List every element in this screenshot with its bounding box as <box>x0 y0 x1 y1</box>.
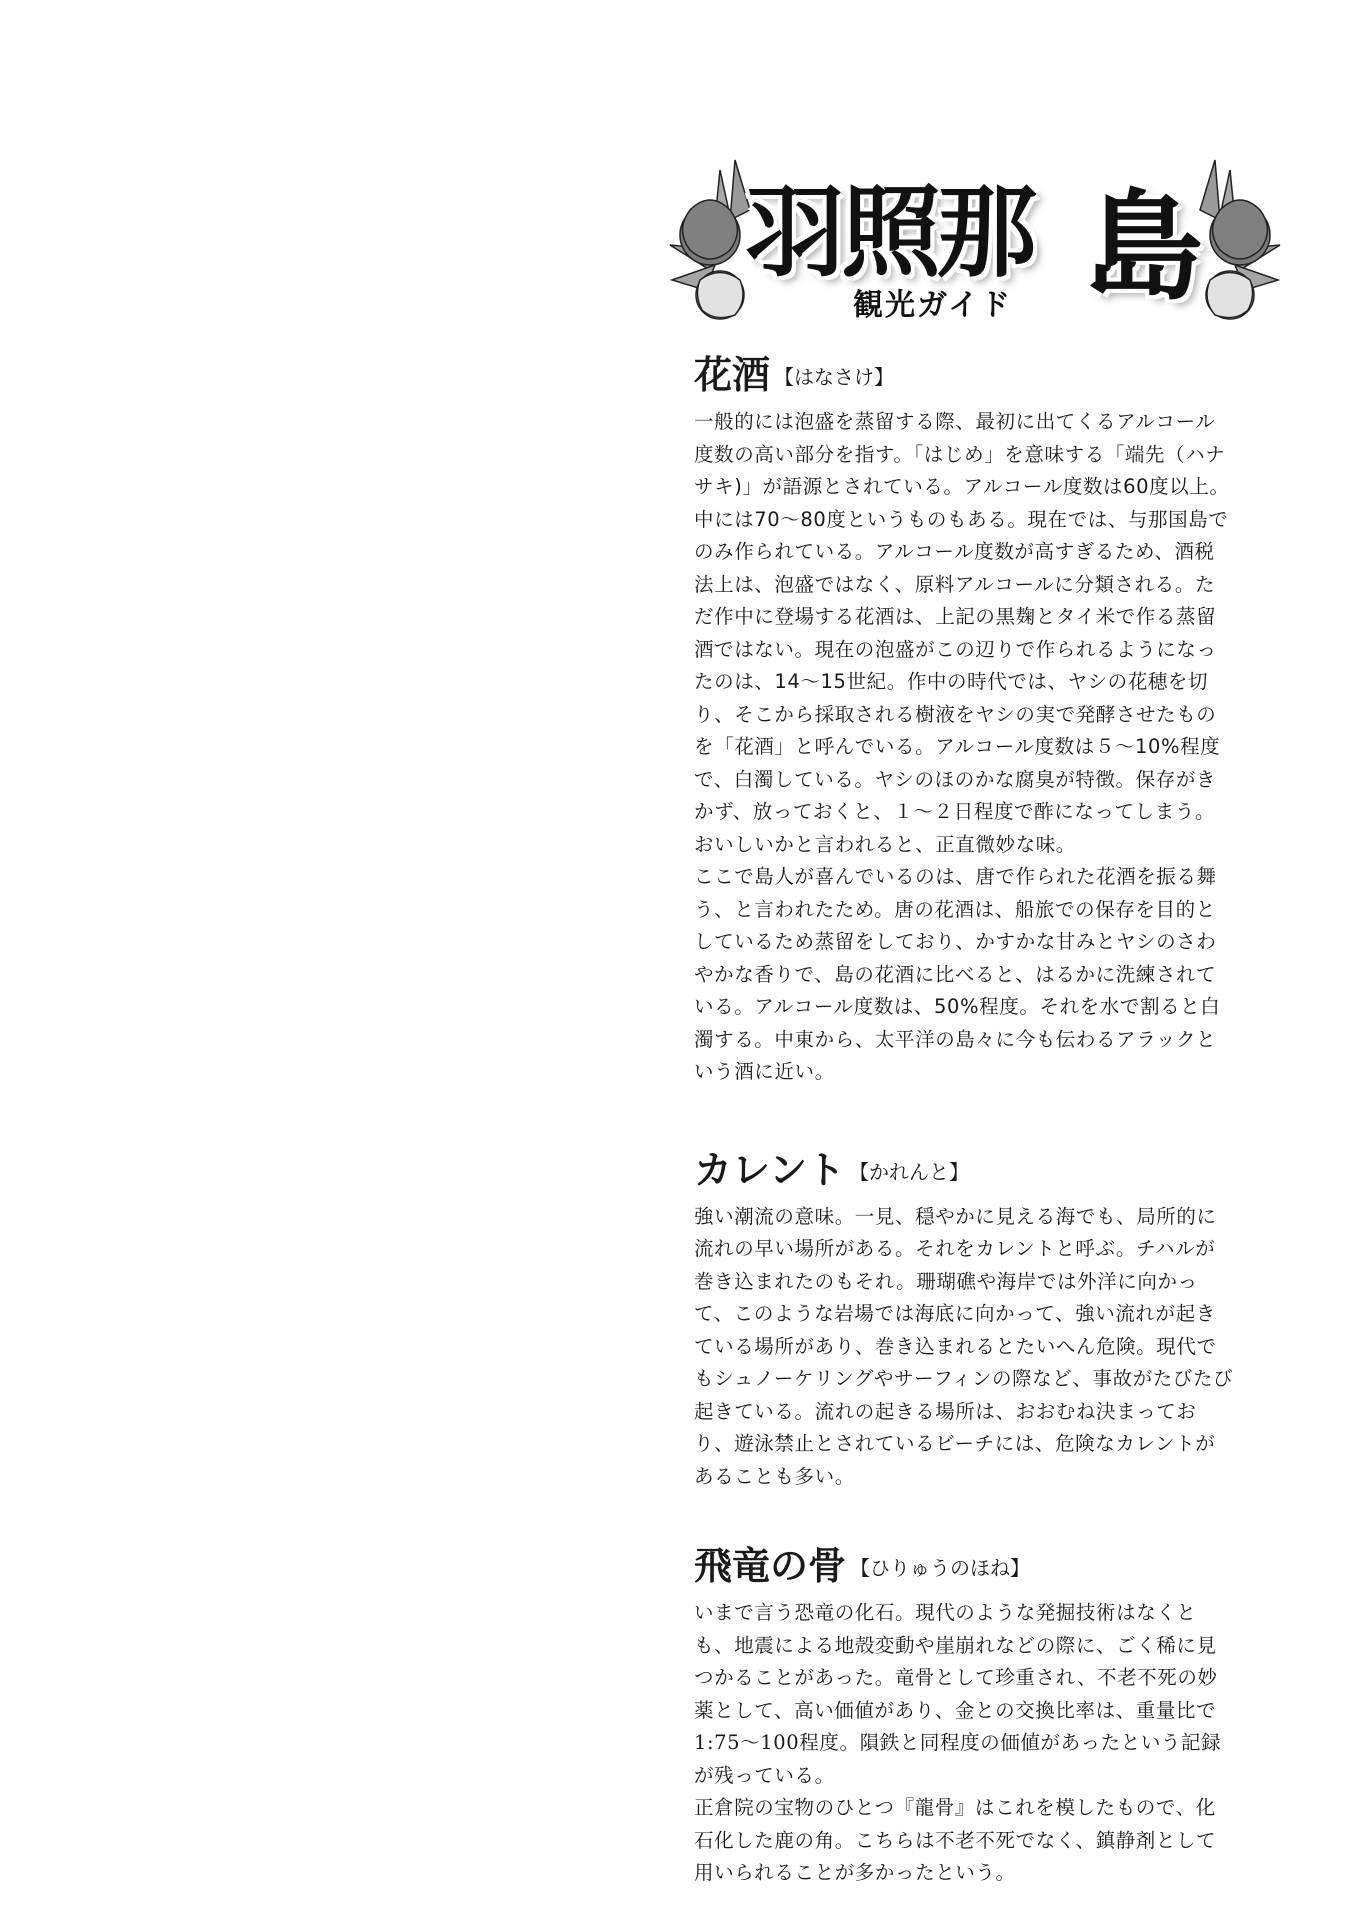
entry-term: 花酒 <box>694 352 771 397</box>
entry-paragraph: 一般的には泡盛を蒸留する際、最初に出てくるアルコール度数の高い部分を指す。「はじめ」を意味する「端先（ハナサキ)」が語源とされている。アルコール度数は60度以上。中には70〜80度というものもある。現在では、与那国島でのみ作られている。アルコール度数が高すぎるため、酒税法上は、泡盛ではなく、原料アルコールに分類される。ただ作中に登場する花酒は、上記の黒麹とタイ米で作る蒸留酒ではない。現在の泡盛がこの辺りで作られるようになったのは、14〜15世紀。作中の時代では、ヤシの花穂を切り、そこから採取される樹液をヤシの実で発酵させたものを「花酒」と呼んでいる。アルコール度数は５〜10%程度で、白濁している。ヤシのほのかな腐臭が特徴。保存がきかず、放っておくと、１〜２日程度で酢になってしまう。おいしいかと言われると、正直微妙な味。 <box>694 410 1230 856</box>
entry-heading <box>694 1145 1234 1197</box>
logo-title <box>745 172 1205 323</box>
entry-term: カレント <box>694 1146 846 1192</box>
entry-heading <box>694 1541 1234 1593</box>
glossary-content <box>694 350 1234 1932</box>
logo-title-island: 島 <box>1085 177 1200 316</box>
entry-reading: 【かれんと】 <box>849 1159 970 1184</box>
entry-term: 飛竜の骨 <box>694 1543 847 1588</box>
entry-heading <box>694 350 1234 402</box>
entry-paragraph: ここで島人が喜んでいるのは、唐で作られた花酒を振る舞う、と言われたため。唐の花酒は、船旅での保存を目的としているため蒸留をしており、かすかな甘みとヤシのさわやかな香りで、島の花酒に比べると、はるかに洗練されている。アルコール度数は、50%程度。それを水で割ると白濁する。中東から、太平洋の島々に今も伝わるアラックという酒に近い。 <box>694 865 1221 1083</box>
logo-subtitle: 観光ガイド <box>853 288 1013 323</box>
glossary-entry-dragon-bone <box>694 1541 1234 1890</box>
logo-title-main: 羽照那 <box>745 173 1033 291</box>
entry-reading: 【ひりゅうのほね】 <box>850 1556 1031 1580</box>
entry-paragraph: いまで言う恐竜の化石。現代のような発掘技術はなくとも、地震による地殻変動や崖崩れなどの際に、ごく稀に見つかることがあった。竜骨として珍重され、不老不死の妙薬として、高い価値があり、金との交換比率は、重量比で1:75〜100程度。隕鉄と同程度の価値があったという記録が残っている。 <box>694 1601 1222 1787</box>
entry-paragraph: 正倉院の宝物のひとつ『龍骨』はこれを模したもので、化石化した鹿の角。こちらは不老不死でなく、鎮静剤として用いられることが多かったという。 <box>694 1796 1217 1884</box>
entry-paragraph: 強い潮流の意味。一見、穏やかに見える海でも、局所的に流れの早い場所がある。それをカレントと呼ぶ。チハルが巻き込まれたのもそれ。珊瑚礁や海岸では外洋に向かって、このような岩場では海底に向かって、強い流れが起きている場所があり、巻き込まれるとたいへん危険。現代でもシュノーケリングやサーフィンの際など、事故がたびたび起きている。流れの起きる場所は、おおむね決まっており、遊泳禁止とされているビーチには、危険なカレントがあることも多い。 <box>694 1204 1234 1488</box>
glossary-entry-current <box>694 1145 1234 1494</box>
glossary-entry-hanasake <box>694 350 1234 1089</box>
entry-reading: 【はなさけ】 <box>774 365 895 389</box>
guide-logo <box>660 150 1290 330</box>
